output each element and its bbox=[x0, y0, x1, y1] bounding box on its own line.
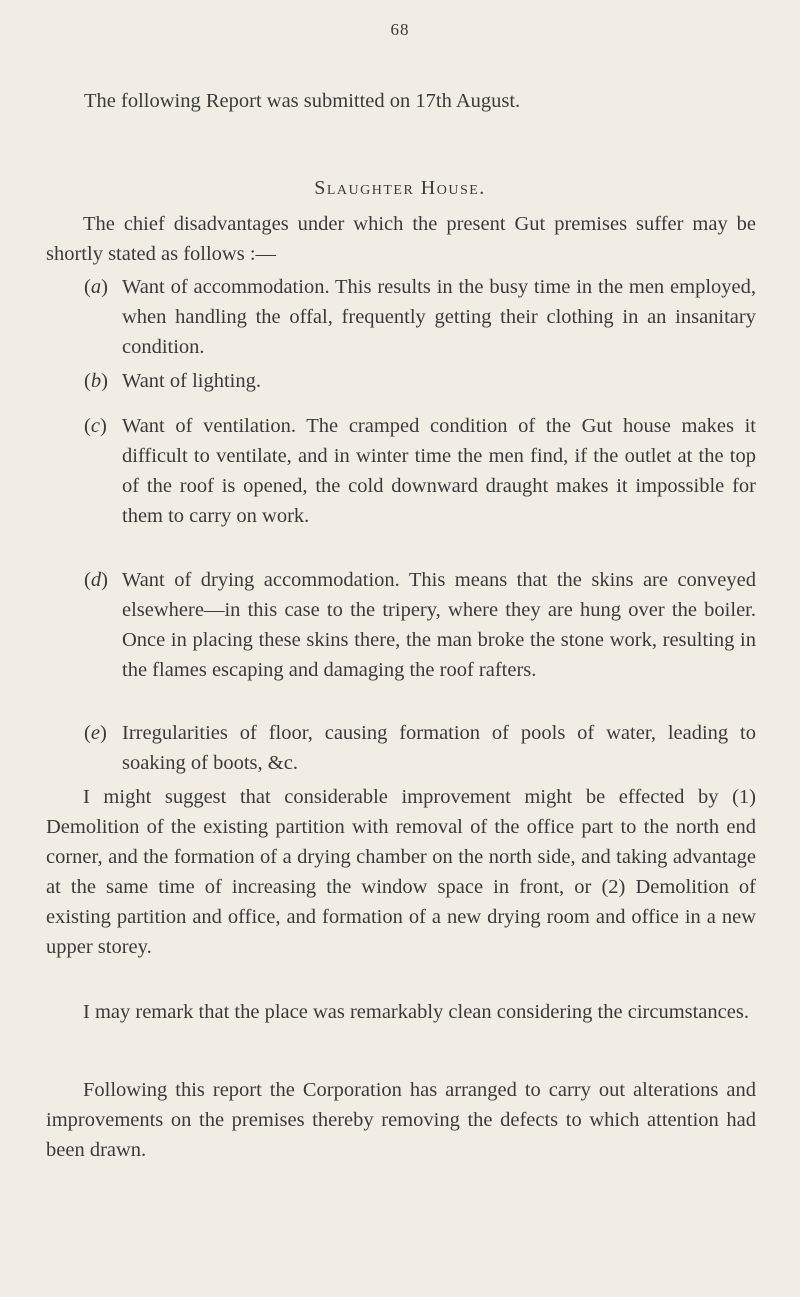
paragraph-following: Following this report the Corporation has arranged to carry out alterations and improvements on the premises thereby removing the defects to which attention had been drawn. bbox=[46, 1079, 756, 1161]
paragraph-suggestion: I might suggest that considerable improvement might be effected by (1) Demolition of the existing partition with removal of the office part to the north end corner, and the formation of a drying chamber on the north side, and taking advantage at the same time of increasing the window space in front, or (2) Demolition of existing partition and office, and formation of a new drying room and office in a new upper storey. bbox=[46, 786, 756, 958]
list-item-text: Irregularities of floor, causing formation of pools of water, leading to soaking of boots, &c. bbox=[122, 722, 756, 774]
list-item-text: Want of drying accommodation. This means that the skins are conveyed elsewhere—in this case to the tripery, where they are hung over the boiler. Once in placing these skins there, the man broke the stone work, resulting in the flames escaping and damaging the roof rafters. bbox=[122, 569, 756, 681]
list-marker: (c) bbox=[84, 415, 107, 437]
list-item-d bbox=[84, 565, 756, 685]
list-marker: (d) bbox=[84, 569, 108, 591]
list-item-text: Want of ventilation. The cramped condition of the Gut house makes it difficult to ventilate, and in winter time the men find, if the outlet at the top of the roof is opened, the cold downward draught makes it impossible for them to carry on work. bbox=[122, 415, 756, 527]
list-item-b bbox=[84, 366, 756, 396]
list-item-e bbox=[84, 718, 756, 778]
paragraph-intro: The chief disadvantages under which the present Gut premises suffer may be shortly stated as follows :— bbox=[46, 213, 756, 265]
list-marker: (a) bbox=[84, 276, 108, 298]
list-item-a bbox=[84, 272, 756, 362]
paragraph-remark: I may remark that the place was remarkably clean considering the circumstances. bbox=[83, 1001, 749, 1023]
intro-line: The following Report was submitted on 17th August. bbox=[84, 90, 521, 112]
list-item-text: Want of lighting. bbox=[122, 370, 261, 392]
list-item-text: Want of accommodation. This results in the busy time in the men employed, when handling the offal, frequently getting their clothing in an insanitary condition. bbox=[122, 276, 756, 358]
section-heading: Slaughter House. bbox=[314, 177, 486, 199]
list-item-c bbox=[84, 411, 756, 531]
list-marker: (e) bbox=[84, 722, 107, 744]
page-number: 68 bbox=[390, 20, 410, 39]
list-marker: (b) bbox=[84, 370, 108, 392]
